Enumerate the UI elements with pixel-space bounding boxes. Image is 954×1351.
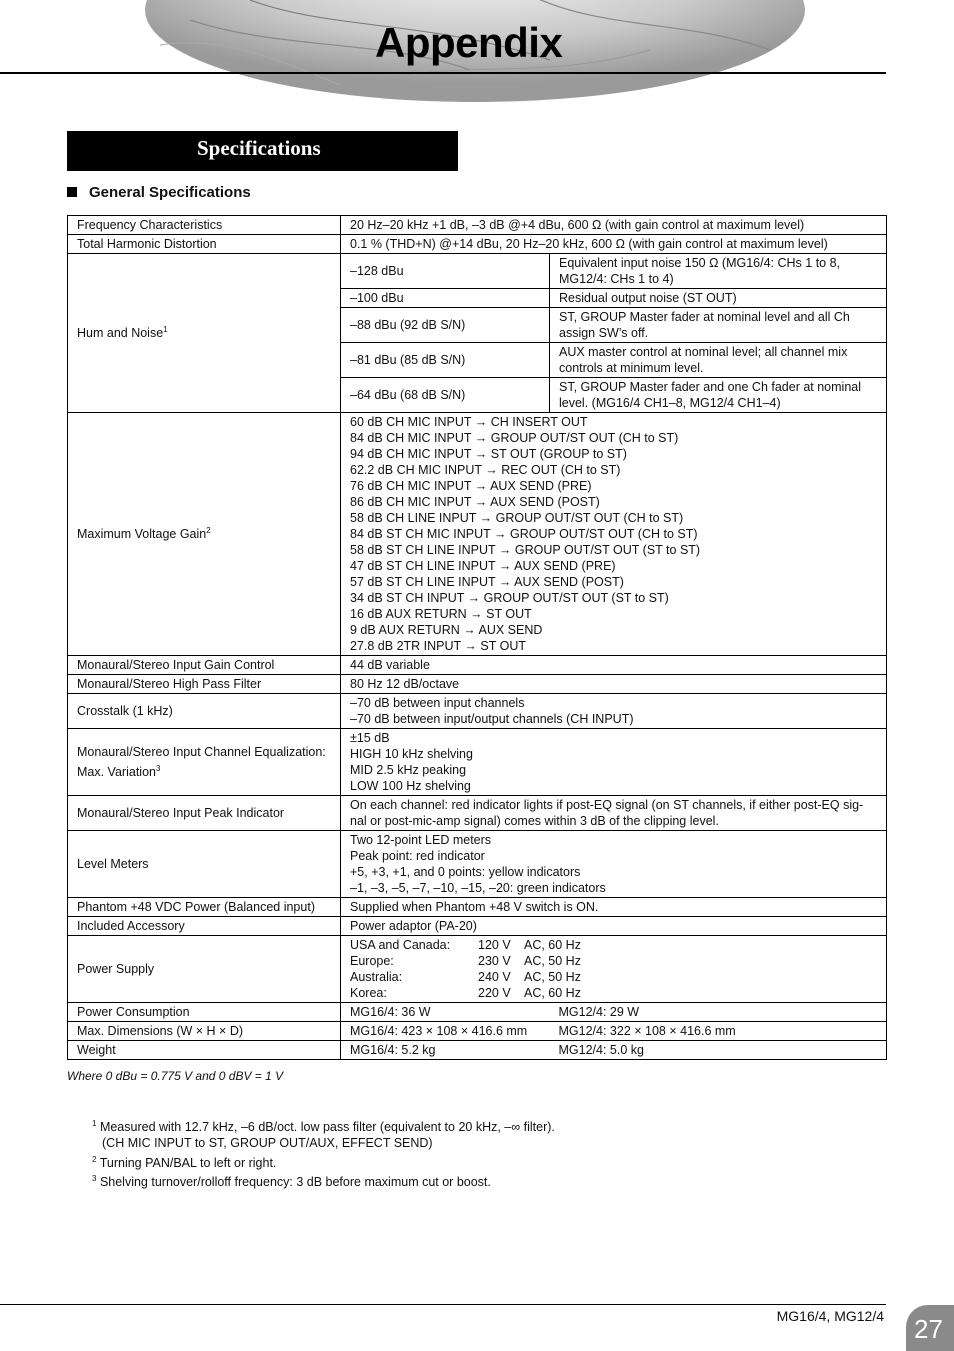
footnote-text: Measured with 12.7 kHz, –6 dB/oct. low pass filter (equivalent to 20 kHz, –∞ filter). — [99, 1120, 555, 1134]
spec-value: –81 dBu (85 dB S/N) — [341, 343, 550, 378]
spec-value: –100 dBu — [341, 289, 550, 308]
gain-line: 94 dB CH MIC INPUT → ST OUT (GROUP to ST) — [350, 447, 627, 461]
footnote-3 — [92, 1174, 491, 1190]
spec-value: 0.1 % (THD+N) @+14 dBu, 20 Hz–20 kHz, 600 Ω (with gain control at maximum level) — [341, 235, 887, 254]
power-frequency: AC, 50 Hz — [524, 954, 581, 968]
footnote-2 — [92, 1155, 276, 1171]
gain-line: 76 dB CH MIC INPUT → AUX SEND (PRE) — [350, 479, 592, 493]
table-note: Where 0 dBu = 0.775 V and 0 dBV = 1 V — [67, 1069, 284, 1083]
footnote-text: Turning PAN/BAL to left or right. — [99, 1156, 277, 1170]
peak-line: nal or post-mic-amp signal) comes within 3 dB of the clipping level. — [350, 814, 719, 828]
spec-value: –88 dBu (92 dB S/N) — [341, 308, 550, 343]
footnote-mark: 2 — [92, 1154, 97, 1164]
table-row — [68, 1022, 887, 1041]
footnote-mark: 2 — [206, 525, 211, 535]
power-voltage: 220 V — [478, 986, 511, 1000]
footnote-mark: 3 — [155, 763, 161, 773]
section-title: Specifications — [197, 136, 321, 160]
spec-value: –64 dBu (68 dB S/N) — [341, 378, 550, 413]
page-title: Appendix — [375, 19, 563, 66]
power-frequency: AC, 60 Hz — [524, 986, 581, 1000]
gain-line: 34 dB ST CH INPUT → GROUP OUT/ST OUT (ST to ST) — [350, 591, 669, 605]
table-row — [68, 254, 887, 289]
spec-value: 20 Hz–20 kHz +1 dB, –3 dB @+4 dBu, 600 Ω (with gain control at maximum level) — [341, 216, 887, 235]
power-voltage: 240 V — [478, 970, 511, 984]
power-voltage: 120 V — [478, 938, 511, 952]
meter-line: +5, +3, +1, and 0 points: yellow indicators — [350, 865, 581, 879]
eq-line: HIGH 10 kHz shelving — [350, 747, 473, 761]
power-voltage: 230 V — [478, 954, 511, 968]
gain-line: 47 dB ST CH LINE INPUT → AUX SEND (PRE) — [350, 559, 616, 573]
eq-line: LOW 100 Hz shelving — [350, 779, 471, 793]
eq-line: ±15 dB — [350, 731, 390, 745]
table-row — [68, 1041, 887, 1060]
spec-value: 80 Hz 12 dB/octave — [341, 675, 887, 694]
spec-desc: Equivalent input noise 150 Ω (MG16/4: CHs 1 to 8, MG12/4: CHs 1 to 4) — [550, 254, 887, 289]
footnote-mark: 1 — [92, 1118, 97, 1128]
crosstalk-line: –70 dB between input/output channels (CH INPUT) — [350, 712, 634, 726]
table-row — [68, 656, 887, 675]
meter-line: –1, –3, –5, –7, –10, –15, –20: green indicators — [350, 881, 606, 895]
gain-line: 27.8 dB 2TR INPUT → ST OUT — [350, 639, 526, 653]
subsection-title: General Specifications — [89, 184, 251, 201]
spec-desc: Residual output noise (ST OUT) — [550, 289, 887, 308]
spec-value-list — [341, 936, 887, 1003]
spec-value: MG12/4: 322 × 108 × 416.6 mm — [550, 1022, 887, 1041]
spec-value: MG16/4: 423 × 108 × 416.6 mm — [341, 1022, 550, 1041]
gain-line: 86 dB CH MIC INPUT → AUX SEND (POST) — [350, 495, 600, 509]
spec-desc: ST, GROUP Master fader at nominal level and all Ch assign SW’s off. — [550, 308, 887, 343]
spec-value-list — [341, 694, 887, 729]
table-row — [68, 216, 887, 235]
power-region: Australia: — [350, 970, 403, 984]
spec-value: MG16/4: 5.2 kg — [341, 1041, 550, 1060]
gain-label-text: Maximum Voltage Gain — [77, 527, 207, 541]
meter-line: Peak point: red indicator — [350, 849, 485, 863]
power-line — [350, 969, 877, 985]
header-rule — [0, 72, 886, 74]
footnote-mark: 1 — [163, 324, 168, 334]
spec-label — [68, 254, 341, 413]
spec-label — [68, 413, 341, 656]
gain-line: 16 dB AUX RETURN → ST OUT — [350, 607, 532, 621]
power-line — [350, 985, 877, 1001]
table-row — [68, 729, 887, 796]
hum-label-text: Hum and Noise — [77, 326, 164, 340]
power-line — [350, 953, 877, 969]
power-frequency: AC, 50 Hz — [524, 970, 581, 984]
power-line — [350, 937, 877, 953]
section-heading-bar — [67, 131, 458, 171]
spec-label: Total Harmonic Distortion — [68, 235, 341, 254]
spec-label: Weight — [68, 1041, 341, 1060]
power-region: Europe: — [350, 954, 394, 968]
spec-label: Monaural/Stereo Input Gain Control — [68, 656, 341, 675]
footnote-text: (CH MIC INPUT to ST, GROUP OUT/AUX, EFFECT SEND) — [102, 1136, 433, 1150]
table-row — [68, 898, 887, 917]
table-row — [68, 694, 887, 729]
peak-line: On each channel: red indicator lights if post-EQ signal (on ST channels, if either post-EQ sig- — [350, 798, 864, 812]
gain-line: 84 dB CH MIC INPUT → GROUP OUT/ST OUT (CH to ST) — [350, 431, 679, 445]
table-row — [68, 796, 887, 831]
spec-value: 44 dB variable — [341, 656, 887, 675]
spec-value-list — [341, 796, 887, 831]
spec-label: Included Accessory — [68, 917, 341, 936]
eq-label-line: Max. Variation — [77, 765, 156, 779]
table-row — [68, 235, 887, 254]
power-region: Korea: — [350, 986, 387, 1000]
spec-value: MG16/4: 36 W — [341, 1003, 550, 1022]
spec-label: Power Supply — [68, 936, 341, 1003]
gain-line: 58 dB ST CH LINE INPUT → GROUP OUT/ST OUT (ST to ST) — [350, 543, 701, 557]
specifications-table — [67, 215, 887, 1060]
spec-desc: ST, GROUP Master fader and one Ch fader at nominal level. (MG16/4 CH1–8, MG12/4 CH1–4) — [550, 378, 887, 413]
page-number: 27 — [914, 1314, 943, 1344]
footer-model: MG16/4, MG12/4 — [776, 1308, 884, 1324]
table-row — [68, 413, 887, 656]
table-row — [68, 831, 887, 898]
spec-label: Phantom +48 VDC Power (Balanced input) — [68, 898, 341, 917]
eq-label-line: Monaural/Stereo Input Channel Equalization: — [77, 745, 326, 759]
meter-line: Two 12-point LED meters — [350, 833, 492, 847]
spec-desc: AUX master control at nominal level; all channel mix controls at minimum level. — [550, 343, 887, 378]
spec-value-list — [341, 413, 887, 656]
spec-label: Frequency Characteristics — [68, 216, 341, 235]
subsection-heading — [67, 184, 251, 201]
gain-line: 60 dB CH MIC INPUT → CH INSERT OUT — [350, 415, 588, 429]
table-row — [68, 1003, 887, 1022]
gain-line: 62.2 dB CH MIC INPUT → REC OUT (CH to ST) — [350, 463, 621, 477]
spec-label: Level Meters — [68, 831, 341, 898]
gain-line: 84 dB ST CH MIC INPUT → GROUP OUT/ST OUT (CH to ST) — [350, 527, 698, 541]
power-region: USA and Canada: — [350, 938, 451, 952]
spec-value-list — [341, 729, 887, 796]
table-row — [68, 936, 887, 1003]
spec-value-list — [341, 831, 887, 898]
page-number-tab — [906, 1305, 954, 1351]
eq-line: MID 2.5 kHz peaking — [350, 763, 467, 777]
table-row — [68, 675, 887, 694]
spec-label: Power Consumption — [68, 1003, 341, 1022]
spec-value: –128 dBu — [341, 254, 550, 289]
footnote-1 — [92, 1119, 555, 1151]
spec-label: Crosstalk (1 kHz) — [68, 694, 341, 729]
gain-line: 57 dB ST CH LINE INPUT → AUX SEND (POST) — [350, 575, 624, 589]
gain-line: 9 dB AUX RETURN → AUX SEND — [350, 623, 543, 637]
spec-label: Max. Dimensions (W × H × D) — [68, 1022, 341, 1041]
spec-value: Supplied when Phantom +48 V switch is ON. — [341, 898, 887, 917]
gain-line: 58 dB CH LINE INPUT → GROUP OUT/ST OUT (CH to ST) — [350, 511, 684, 525]
spec-value: MG12/4: 29 W — [550, 1003, 887, 1022]
footnote-text: Shelving turnover/rolloff frequency: 3 dB before maximum cut or boost. — [99, 1175, 491, 1189]
square-bullet-icon — [67, 187, 77, 197]
table-row — [68, 917, 887, 936]
footer-rule — [0, 1304, 886, 1305]
spec-value: MG12/4: 5.0 kg — [550, 1041, 887, 1060]
footnote-mark: 3 — [92, 1173, 97, 1183]
spec-label: Monaural/Stereo High Pass Filter — [68, 675, 341, 694]
power-frequency: AC, 60 Hz — [524, 938, 581, 952]
spec-label — [68, 729, 341, 796]
spec-label: Monaural/Stereo Input Peak Indicator — [68, 796, 341, 831]
crosstalk-line: –70 dB between input channels — [350, 696, 525, 710]
spec-value: Power adaptor (PA-20) — [341, 917, 887, 936]
